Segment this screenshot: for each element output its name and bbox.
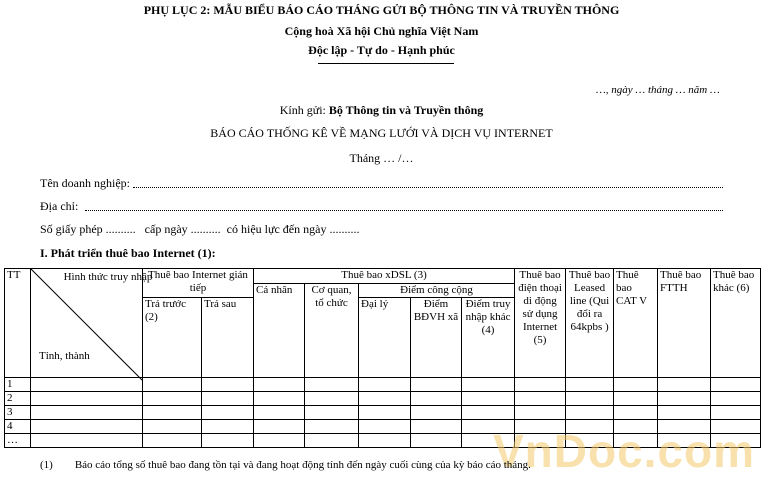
national-motto: Độc lập - Tự do - Hạnh phúc	[308, 43, 455, 57]
row-number: 1	[5, 378, 31, 392]
republic-name: Cộng hoà Xã hội Chủ nghĩa Việt Nam	[284, 24, 479, 38]
access-type-label: Hình thức truy nhập	[63, 271, 153, 283]
col-indirect: Thuê bao Internet gián tiếp	[143, 269, 254, 298]
diagonal-line	[31, 269, 143, 381]
col-bdvh: Điểm BĐVH xã	[411, 298, 462, 378]
col-tt: TT	[5, 269, 31, 378]
motto-underline	[318, 63, 454, 64]
footnote	[40, 459, 531, 471]
date-line: …, ngày … tháng … năm …	[596, 84, 720, 96]
col-organization: Cơ quan, tổ chức	[305, 284, 359, 378]
address-field[interactable]	[85, 210, 723, 211]
col-ftth: Thuê bao FTTH	[658, 269, 711, 378]
table-row	[5, 392, 761, 406]
company-label: Tên doanh nghiệp:	[40, 176, 130, 190]
company-field[interactable]	[133, 187, 723, 188]
row-number: 4	[5, 420, 31, 434]
license-line	[40, 222, 359, 237]
col-mobile: Thuê bao điện thoại di động sử dụng Internet (5)	[515, 269, 566, 378]
col-catv: Thuê bao CAT V	[614, 269, 658, 378]
report-title: BÁO CÁO THỐNG KÊ VỀ MẠNG LƯỚI VÀ DỊCH VỤ INTERNET	[210, 126, 553, 140]
table-row	[5, 406, 761, 420]
col-prepaid: Trả trước (2)	[143, 298, 202, 378]
col-postpaid: Trả sau	[202, 298, 254, 378]
license-label: Số giấy phép ..........	[40, 222, 136, 236]
col-xdsl: Thuê bao xDSL (3)	[254, 269, 515, 284]
appendix-title: PHỤ LỤC 2: MẪU BIỂU BÁO CÁO THÁNG GỬI BỘ THÔNG TIN VÀ TRUYỀN THÔNG	[143, 3, 620, 17]
col-other-point: Điểm truy nhập khác (4)	[462, 298, 515, 378]
recipient-name: Bộ Thông tin và Truyền thông	[328, 103, 484, 117]
subscriber-table	[4, 268, 761, 448]
province-label: Tỉnh, thành	[39, 350, 90, 362]
address-label: Địa chỉ:	[40, 199, 79, 213]
issue-date-label: cấp ngày ..........	[144, 222, 221, 236]
month-line: Tháng … /…	[349, 151, 414, 165]
recipient-line: Kính gửi: Bộ Thông tin và Truyền thông	[279, 103, 484, 117]
col-agent: Đại lý	[359, 298, 411, 378]
col-other: Thuê bao khác (6)	[711, 269, 761, 378]
footnote-text: Báo cáo tổng số thuê bao đang tồn tại và đang hoạt động tính đến ngày cuối cùng của kỳ báo cáo tháng.	[74, 459, 531, 471]
validity-label: có hiệu lực đến ngày ..........	[226, 222, 360, 236]
col-individual: Cá nhân	[254, 284, 305, 378]
section-title: I. Phát triển thuê bao Internet (1):	[40, 246, 216, 260]
watermark-logo: VnDoc.com	[493, 425, 756, 477]
footnote-number: (1)	[40, 459, 53, 471]
col-public-point: Điểm công cộng	[359, 284, 515, 298]
row-number: 2	[5, 392, 31, 406]
row-number: 3	[5, 406, 31, 420]
diagonal-header-cell	[31, 269, 153, 378]
col-leased: Thuê bao Leased line (Qui đổi ra 64kpbs )	[566, 269, 614, 378]
row-number: …	[5, 434, 31, 448]
